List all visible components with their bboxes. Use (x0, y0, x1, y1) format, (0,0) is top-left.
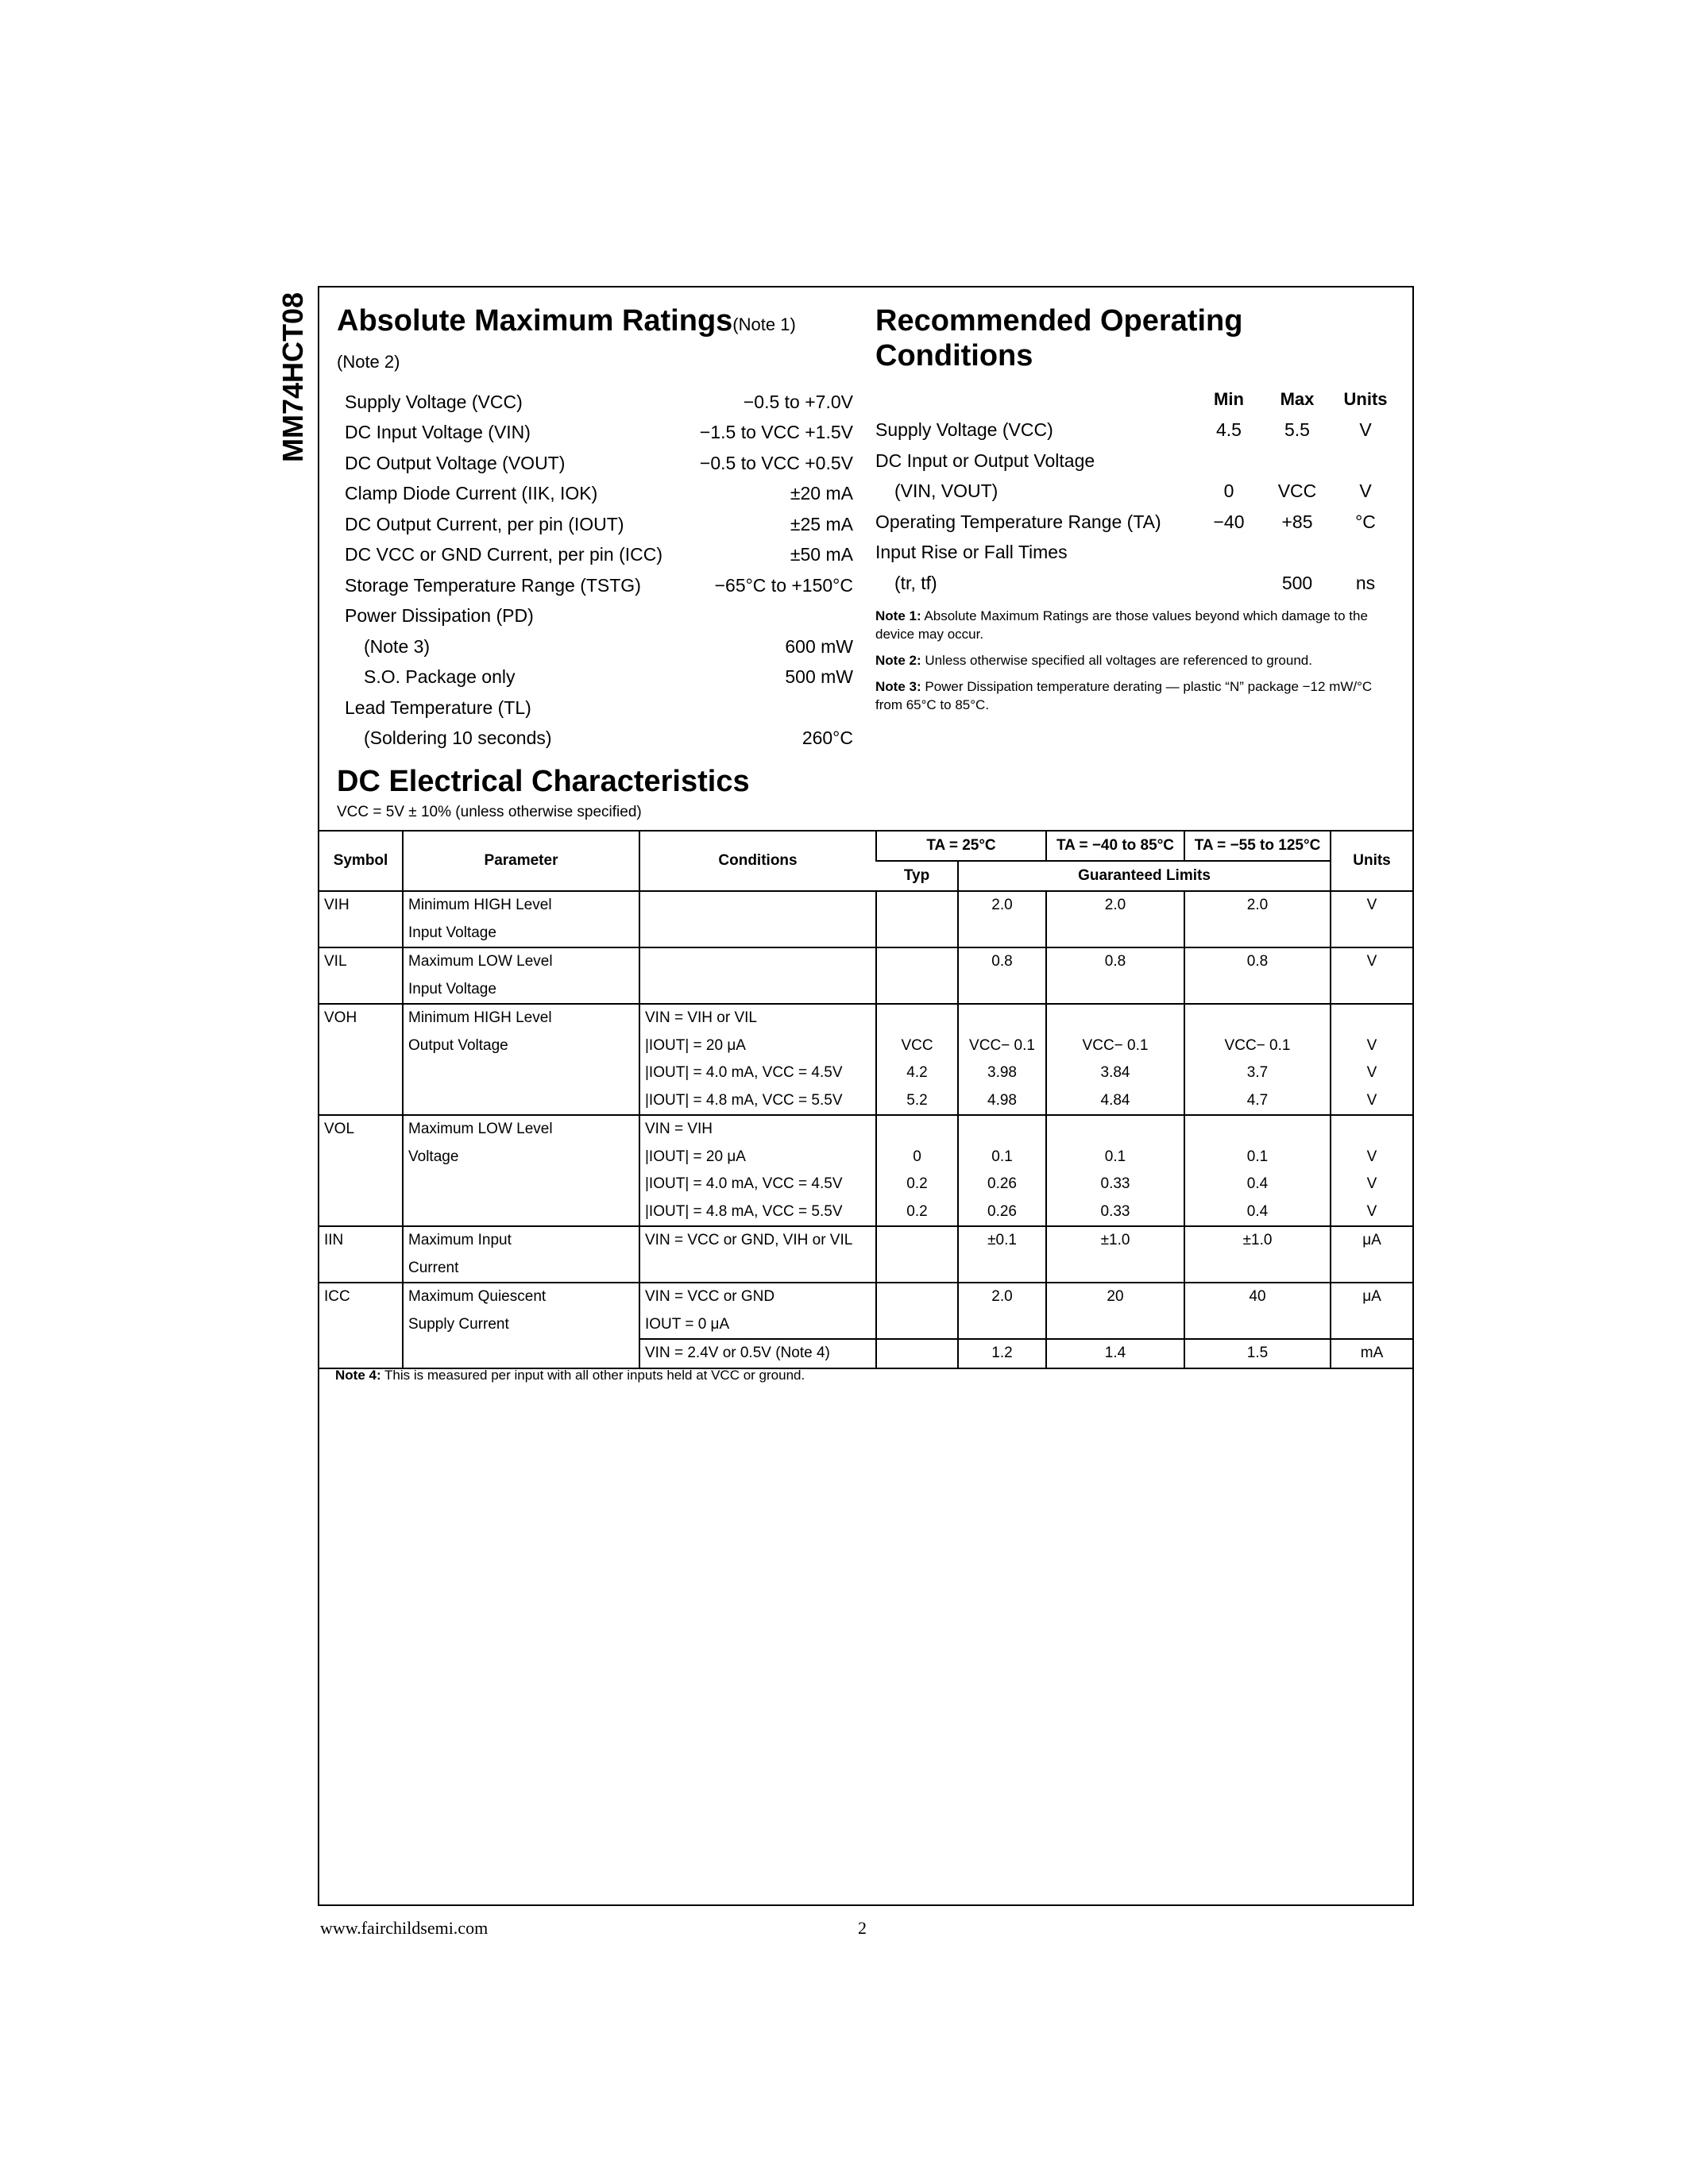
cell-g85: ±1.0 (1046, 1226, 1184, 1255)
cell-g125: 0.8 (1184, 947, 1331, 976)
table-row (319, 1171, 1412, 1198)
cell-sym (319, 1087, 403, 1116)
roc-note-text: Power Dissipation temperature derating — plastic “N” package −12 mW/°C from 65°C to 85°C. (875, 678, 1373, 712)
roc-cell-param: Input Rise or Fall Times (875, 542, 1068, 563)
cell-sym: IIN (319, 1226, 403, 1255)
cell-param (403, 1059, 639, 1087)
cell-typ (876, 920, 958, 948)
page-number: 2 (858, 1918, 867, 1938)
cell-cond (639, 1255, 876, 1283)
dc-table (319, 830, 1412, 1369)
cell-u (1331, 1115, 1412, 1144)
amr-title-text: Absolute Maximum Ratings (337, 304, 733, 338)
cell-sym (319, 1255, 403, 1283)
cell-g125: 0.4 (1184, 1198, 1331, 1227)
amr-row-label: DC Output Voltage (VOUT) (345, 452, 566, 473)
cell-g125 (1184, 1255, 1331, 1283)
cell-typ (876, 1226, 958, 1255)
amr-row (345, 540, 853, 571)
cell-cond: |IOUT| = 20 μA (639, 1144, 876, 1171)
cell-g25: 0.8 (958, 947, 1046, 976)
cell-param: Maximum Quiescent (403, 1283, 639, 1311)
th-guaranteed: Guaranteed Limits (958, 861, 1331, 891)
roc-cell-max: 500 (1281, 572, 1313, 593)
cell-cond: VIN = VIH or VIL (639, 1004, 876, 1032)
table-row (319, 1144, 1412, 1171)
table-row (319, 1198, 1412, 1227)
content-frame (318, 286, 1414, 1906)
cell-sym (319, 976, 403, 1005)
amr-row-label: DC VCC or GND Current, per pin (ICC) (345, 544, 663, 565)
amr-row (345, 509, 853, 540)
roc-row (875, 477, 1400, 507)
cell-g85: 2.0 (1046, 891, 1184, 920)
cell-g85 (1046, 976, 1184, 1005)
cell-typ (876, 976, 958, 1005)
amr-row-label: DC Input Voltage (VIN) (345, 422, 531, 443)
cell-typ (876, 947, 958, 976)
cell-param: Minimum HIGH Level (403, 891, 639, 920)
roc-cell-units: ns (1355, 572, 1376, 593)
th-symbol: Symbol (319, 831, 403, 891)
roc-header-max: Max (1280, 389, 1315, 410)
cell-g125: 0.1 (1184, 1144, 1331, 1171)
cell-cond: |IOUT| = 4.8 mA, VCC = 5.5V (639, 1198, 876, 1227)
roc-note-text: Absolute Maximum Ratings are those values beyond which damage to the device may occur. (875, 608, 1368, 642)
table-row (319, 1087, 1412, 1116)
cell-u: μA (1331, 1226, 1412, 1255)
cell-sym (319, 1198, 403, 1227)
roc-cell-max: 5.5 (1284, 419, 1310, 441)
note4-label: Note 4: (335, 1368, 381, 1383)
th-parameter: Parameter (403, 831, 639, 891)
cell-g125 (1184, 920, 1331, 948)
dc-title: DC Electrical Characteristics (337, 765, 750, 798)
cell-u: V (1331, 1171, 1412, 1198)
amr-row-label: (Note 3) (364, 635, 431, 657)
table-row (319, 920, 1412, 948)
part-number-text: MM74HCT08 (276, 291, 309, 463)
cell-cond: VIN = 2.4V or 0.5V (Note 4) (639, 1339, 876, 1368)
cell-g125: ±1.0 (1184, 1226, 1331, 1255)
cell-sym (319, 1059, 403, 1087)
cell-g85 (1046, 920, 1184, 948)
cell-g85: 0.33 (1046, 1171, 1184, 1198)
cell-g85: 1.4 (1046, 1339, 1184, 1368)
amr-title (337, 303, 853, 342)
roc-row (875, 538, 1400, 569)
cell-g25: ±0.1 (958, 1226, 1046, 1255)
cell-param (403, 1198, 639, 1227)
cell-g25: VCC− 0.1 (958, 1032, 1046, 1060)
table-row (319, 976, 1412, 1005)
cell-param: Output Voltage (403, 1032, 639, 1060)
cell-param (403, 1171, 639, 1198)
dc-subtitle: VCC = 5V ± 10% (unless otherwise specified) (337, 804, 642, 820)
amr-title-note: (Note 1) (732, 314, 796, 334)
cell-typ: 4.2 (876, 1059, 958, 1087)
cell-g25: 2.0 (958, 1283, 1046, 1311)
roc-cell-units: V (1359, 419, 1372, 441)
note4-text: This is measured per input with all other inputs held at VCC or ground. (384, 1368, 805, 1383)
cell-param: Input Voltage (403, 920, 639, 948)
cell-typ: VCC (876, 1032, 958, 1060)
amr-row-value: −1.5 to VCC +1.5V (699, 422, 853, 443)
amr-row (345, 662, 853, 693)
cell-cond: |IOUT| = 4.8 mA, VCC = 5.5V (639, 1087, 876, 1116)
amr-row (345, 570, 853, 601)
amr-row-label: Power Dissipation (PD) (345, 605, 534, 627)
cell-g85: 20 (1046, 1283, 1184, 1311)
th-ta125: TA = −55 to 125°C (1184, 831, 1331, 861)
amr-row-value: ±50 mA (790, 544, 853, 565)
roc-row (875, 446, 1400, 477)
cell-g85: 0.1 (1046, 1144, 1184, 1171)
roc-note (875, 607, 1400, 643)
table-row (319, 1283, 1412, 1311)
roc-title-line2: Conditions (875, 339, 1033, 372)
cell-u: V (1331, 1059, 1412, 1087)
cell-u: V (1331, 891, 1412, 920)
cell-u: V (1331, 1144, 1412, 1171)
cell-g25: 1.2 (958, 1339, 1046, 1368)
roc-cell-param: Supply Voltage (VCC) (875, 419, 1053, 441)
cell-u (1331, 1004, 1412, 1032)
recommended-operating-conditions (875, 303, 1400, 722)
cell-g25: 4.98 (958, 1087, 1046, 1116)
amr-row (345, 631, 853, 662)
cell-cond: IOUT = 0 μA (639, 1311, 876, 1340)
cell-g125: 40 (1184, 1283, 1331, 1311)
cell-g25 (958, 920, 1046, 948)
amr-row-value: −65°C to +150°C (714, 574, 853, 596)
cell-sym (319, 1171, 403, 1198)
amr-note: (Note 2) (337, 352, 400, 372)
cell-cond: |IOUT| = 4.0 mA, VCC = 4.5V (639, 1171, 876, 1198)
cell-g85 (1046, 1255, 1184, 1283)
cell-g125: 0.4 (1184, 1171, 1331, 1198)
dc-characteristics (337, 764, 750, 821)
table-row (319, 1255, 1412, 1283)
cell-sym: ICC (319, 1283, 403, 1311)
cell-typ (876, 1115, 958, 1144)
cell-typ (876, 1339, 958, 1368)
amr-row-value: ±20 mA (790, 483, 853, 504)
cell-g85 (1046, 1311, 1184, 1340)
amr-row-label: Storage Temperature Range (TSTG) (345, 574, 641, 596)
amr-row-value: −0.5 to +7.0V (743, 391, 853, 412)
cell-u: V (1331, 947, 1412, 976)
table-row (319, 1339, 1412, 1368)
cell-sym (319, 1144, 403, 1171)
table-row (319, 1311, 1412, 1340)
roc-cell-max: +85 (1281, 511, 1313, 532)
cell-param (403, 1339, 639, 1368)
cell-param (403, 1087, 639, 1116)
amr-row-value: 260°C (802, 727, 853, 749)
amr-row-label: Supply Voltage (VCC) (345, 391, 523, 412)
roc-notes (875, 607, 1400, 714)
cell-typ (876, 1283, 958, 1311)
roc-table (875, 384, 1400, 599)
cell-g85: 3.84 (1046, 1059, 1184, 1087)
cell-g85 (1046, 1115, 1184, 1144)
roc-note-label: Note 3: (875, 678, 921, 694)
cell-g85: 4.84 (1046, 1087, 1184, 1116)
cell-u: V (1331, 1087, 1412, 1116)
cell-u (1331, 1311, 1412, 1340)
cell-u: mA (1331, 1339, 1412, 1368)
th-units: Units (1331, 831, 1412, 891)
th-typ: Typ (876, 861, 958, 891)
cell-g125: 4.7 (1184, 1087, 1331, 1116)
cell-typ (876, 891, 958, 920)
table-row (319, 1032, 1412, 1060)
roc-cell-param: Operating Temperature Range (TA) (875, 511, 1161, 532)
roc-row (875, 568, 1400, 599)
cell-cond: |IOUT| = 4.0 mA, VCC = 4.5V (639, 1059, 876, 1087)
amr-row (345, 387, 853, 418)
cell-param: Supply Current (403, 1311, 639, 1340)
cell-cond: VIN = VIH (639, 1115, 876, 1144)
roc-header-row (875, 384, 1400, 415)
roc-cell-param: (VIN, VOUT) (894, 480, 999, 502)
cell-cond (639, 891, 876, 920)
amr-row (345, 601, 853, 632)
roc-cell-min: 0 (1223, 480, 1234, 502)
cell-g25 (958, 1311, 1046, 1340)
amr-row (345, 448, 853, 479)
cell-g25 (958, 1255, 1046, 1283)
cell-g25: 0.26 (958, 1198, 1046, 1227)
amr-row-value: −0.5 to VCC +0.5V (699, 452, 853, 473)
cell-typ: 0 (876, 1144, 958, 1171)
table-row (319, 891, 1412, 920)
roc-cell-units: °C (1355, 511, 1376, 532)
cell-param: Voltage (403, 1144, 639, 1171)
side-part-number (273, 282, 313, 473)
roc-cell-min: 4.5 (1216, 419, 1242, 441)
table-row (319, 1226, 1412, 1255)
cell-param: Maximum Input (403, 1226, 639, 1255)
cell-cond: VIN = VCC or GND (639, 1283, 876, 1311)
cell-u: V (1331, 1032, 1412, 1060)
cell-sym (319, 1339, 403, 1368)
amr-row (345, 479, 853, 510)
cell-cond (639, 947, 876, 976)
amr-row (345, 418, 853, 449)
amr-list (337, 387, 853, 754)
cell-sym (319, 1311, 403, 1340)
cell-param: Maximum LOW Level (403, 947, 639, 976)
table-row (319, 1004, 1412, 1032)
table-row (319, 947, 1412, 976)
cell-sym: VOH (319, 1004, 403, 1032)
cell-g125 (1184, 1311, 1331, 1340)
cell-typ (876, 1255, 958, 1283)
roc-note-label: Note 2: (875, 652, 921, 668)
cell-typ: 0.2 (876, 1171, 958, 1198)
cell-g25: 0.1 (958, 1144, 1046, 1171)
cell-g25 (958, 1004, 1046, 1032)
cell-param: Minimum HIGH Level (403, 1004, 639, 1032)
roc-cell-param: DC Input or Output Voltage (875, 450, 1095, 471)
cell-g125: VCC− 0.1 (1184, 1032, 1331, 1060)
cell-u: μA (1331, 1283, 1412, 1311)
amr-row-value: 500 mW (785, 666, 853, 688)
cell-g125 (1184, 976, 1331, 1005)
table-row (319, 1115, 1412, 1144)
cell-g85: 0.8 (1046, 947, 1184, 976)
cell-sym: VOL (319, 1115, 403, 1144)
cell-g125: 2.0 (1184, 891, 1331, 920)
cell-typ (876, 1311, 958, 1340)
cell-g125: 1.5 (1184, 1339, 1331, 1368)
cell-g25: 2.0 (958, 891, 1046, 920)
footer-url[interactable]: www.fairchildsemi.com (320, 1918, 489, 1938)
cell-typ: 5.2 (876, 1087, 958, 1116)
roc-title-line1: Recommended Operating (875, 304, 1243, 338)
amr-row (345, 723, 853, 754)
roc-cell-units: V (1359, 480, 1372, 502)
cell-param: Current (403, 1255, 639, 1283)
roc-header-min: Min (1214, 389, 1244, 410)
cell-param: Input Voltage (403, 976, 639, 1005)
cell-g125 (1184, 1004, 1331, 1032)
th-ta85: TA = −40 to 85°C (1046, 831, 1184, 861)
cell-u (1331, 1255, 1412, 1283)
roc-note-text: Unless otherwise specified all voltages are referenced to ground. (925, 652, 1312, 668)
cell-cond: VIN = VCC or GND, VIH or VIL (639, 1226, 876, 1255)
cell-u: V (1331, 1198, 1412, 1227)
amr-row-label: Clamp Diode Current (IIK, IOK) (345, 483, 598, 504)
cell-sym (319, 920, 403, 948)
cell-g125 (1184, 1115, 1331, 1144)
cell-sym: VIH (319, 891, 403, 920)
cell-g85: 0.33 (1046, 1198, 1184, 1227)
amr-row-label: DC Output Current, per pin (IOUT) (345, 513, 624, 534)
roc-header-units: Units (1343, 389, 1388, 410)
roc-row (875, 507, 1400, 538)
cell-g125: 3.7 (1184, 1059, 1331, 1087)
roc-note-label: Note 1: (875, 608, 921, 623)
cell-typ: 0.2 (876, 1198, 958, 1227)
roc-title (875, 303, 1400, 373)
roc-note (875, 677, 1400, 714)
roc-note (875, 651, 1400, 669)
cell-cond (639, 976, 876, 1005)
roc-cell-min: −40 (1213, 511, 1245, 532)
table-row (319, 1059, 1412, 1087)
cell-g25 (958, 976, 1046, 1005)
dc-note4 (335, 1368, 805, 1383)
amr-row-label: S.O. Package only (364, 666, 516, 688)
cell-sym (319, 1032, 403, 1060)
absolute-max-ratings (337, 303, 853, 754)
cell-typ (876, 1004, 958, 1032)
amr-row (345, 693, 853, 723)
cell-g25: 3.98 (958, 1059, 1046, 1087)
cell-g85: VCC− 0.1 (1046, 1032, 1184, 1060)
amr-row-label: (Soldering 10 seconds) (364, 727, 552, 749)
cell-g85 (1046, 1004, 1184, 1032)
th-conditions: Conditions (639, 831, 876, 891)
cell-sym: VIL (319, 947, 403, 976)
amr-row-value: 600 mW (785, 635, 853, 657)
roc-cell-param: (tr, tf) (894, 572, 937, 593)
cell-param: Maximum LOW Level (403, 1115, 639, 1144)
th-ta25: TA = 25°C (876, 831, 1046, 861)
cell-g25: 0.26 (958, 1171, 1046, 1198)
roc-row (875, 415, 1400, 446)
cell-u (1331, 976, 1412, 1005)
cell-cond: |IOUT| = 20 μA (639, 1032, 876, 1060)
cell-u (1331, 920, 1412, 948)
cell-g25 (958, 1115, 1046, 1144)
amr-row-value: ±25 mA (790, 513, 853, 534)
cell-cond (639, 920, 876, 948)
amr-row-label: Lead Temperature (TL) (345, 696, 531, 718)
roc-cell-max: VCC (1277, 480, 1317, 502)
